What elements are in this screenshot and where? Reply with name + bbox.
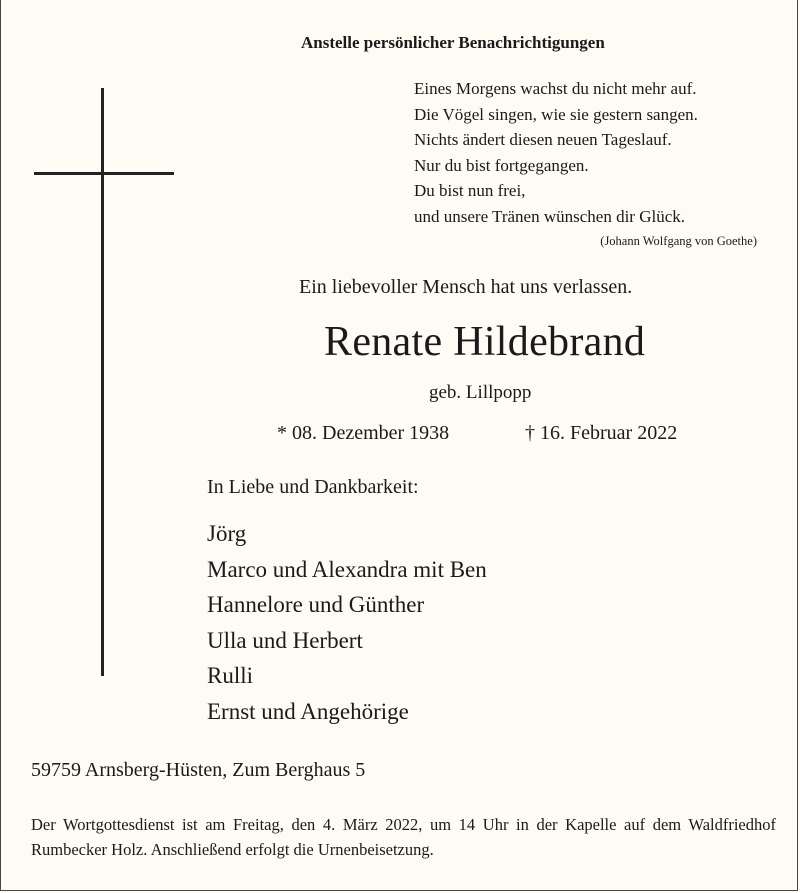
mourner: Hannelore und Günther bbox=[207, 592, 425, 617]
poem-line: Nur du bist fortgegangen. bbox=[414, 155, 589, 175]
mourner: Ernst und Angehörige bbox=[207, 698, 409, 724]
cross-icon-bar bbox=[34, 172, 174, 175]
mourner: Ulla und Herbert bbox=[207, 627, 363, 653]
deceased-name: Renate Hildebrand bbox=[324, 319, 646, 365]
poem-line: und unsere Tränen wünschen dir Glück. bbox=[414, 206, 686, 226]
birth-date: * 08. Dezember 1938 bbox=[277, 422, 450, 444]
maiden-name: geb. Lillpopp bbox=[429, 382, 532, 403]
death-date: † 16. Februar 2022 bbox=[525, 422, 678, 444]
intro-line: Ein liebevoller Mensch hat uns verlassen. bbox=[299, 276, 633, 298]
poem-line: Eines Morgens wachst du nicht mehr auf. bbox=[414, 79, 697, 98]
mourner: Rulli bbox=[207, 663, 254, 688]
service-info: Der Wortgottesdienst ist am Freitag, den 4. März 2022, um 14 Uhr in der Kapelle auf dem Waldfriedhof Rumbecker Holz. Anschließend erfolgt die Urnenbeisetzung. bbox=[31, 815, 776, 859]
cross-icon bbox=[101, 88, 104, 676]
poem-line: Du bist nun frei, bbox=[414, 181, 526, 200]
poem-author: (Johann Wolfgang von Goethe) bbox=[600, 234, 757, 248]
mourners-list bbox=[207, 516, 487, 729]
gratitude-line: In Liebe und Dankbarkeit: bbox=[207, 476, 419, 498]
notice-header: Anstelle persönlicher Benachrichtigungen bbox=[301, 33, 605, 52]
mourner: Marco und Alexandra mit Ben bbox=[207, 556, 487, 582]
poem-line: Die Vögel singen, wie sie gestern sangen. bbox=[414, 104, 698, 124]
poem bbox=[414, 76, 698, 229]
mourner: Jörg bbox=[207, 521, 247, 546]
family-address: 59759 Arnsberg-Hüsten, Zum Berghaus 5 bbox=[31, 759, 366, 781]
poem-line: Nichts ändert diesen neuen Tageslauf. bbox=[414, 130, 672, 149]
